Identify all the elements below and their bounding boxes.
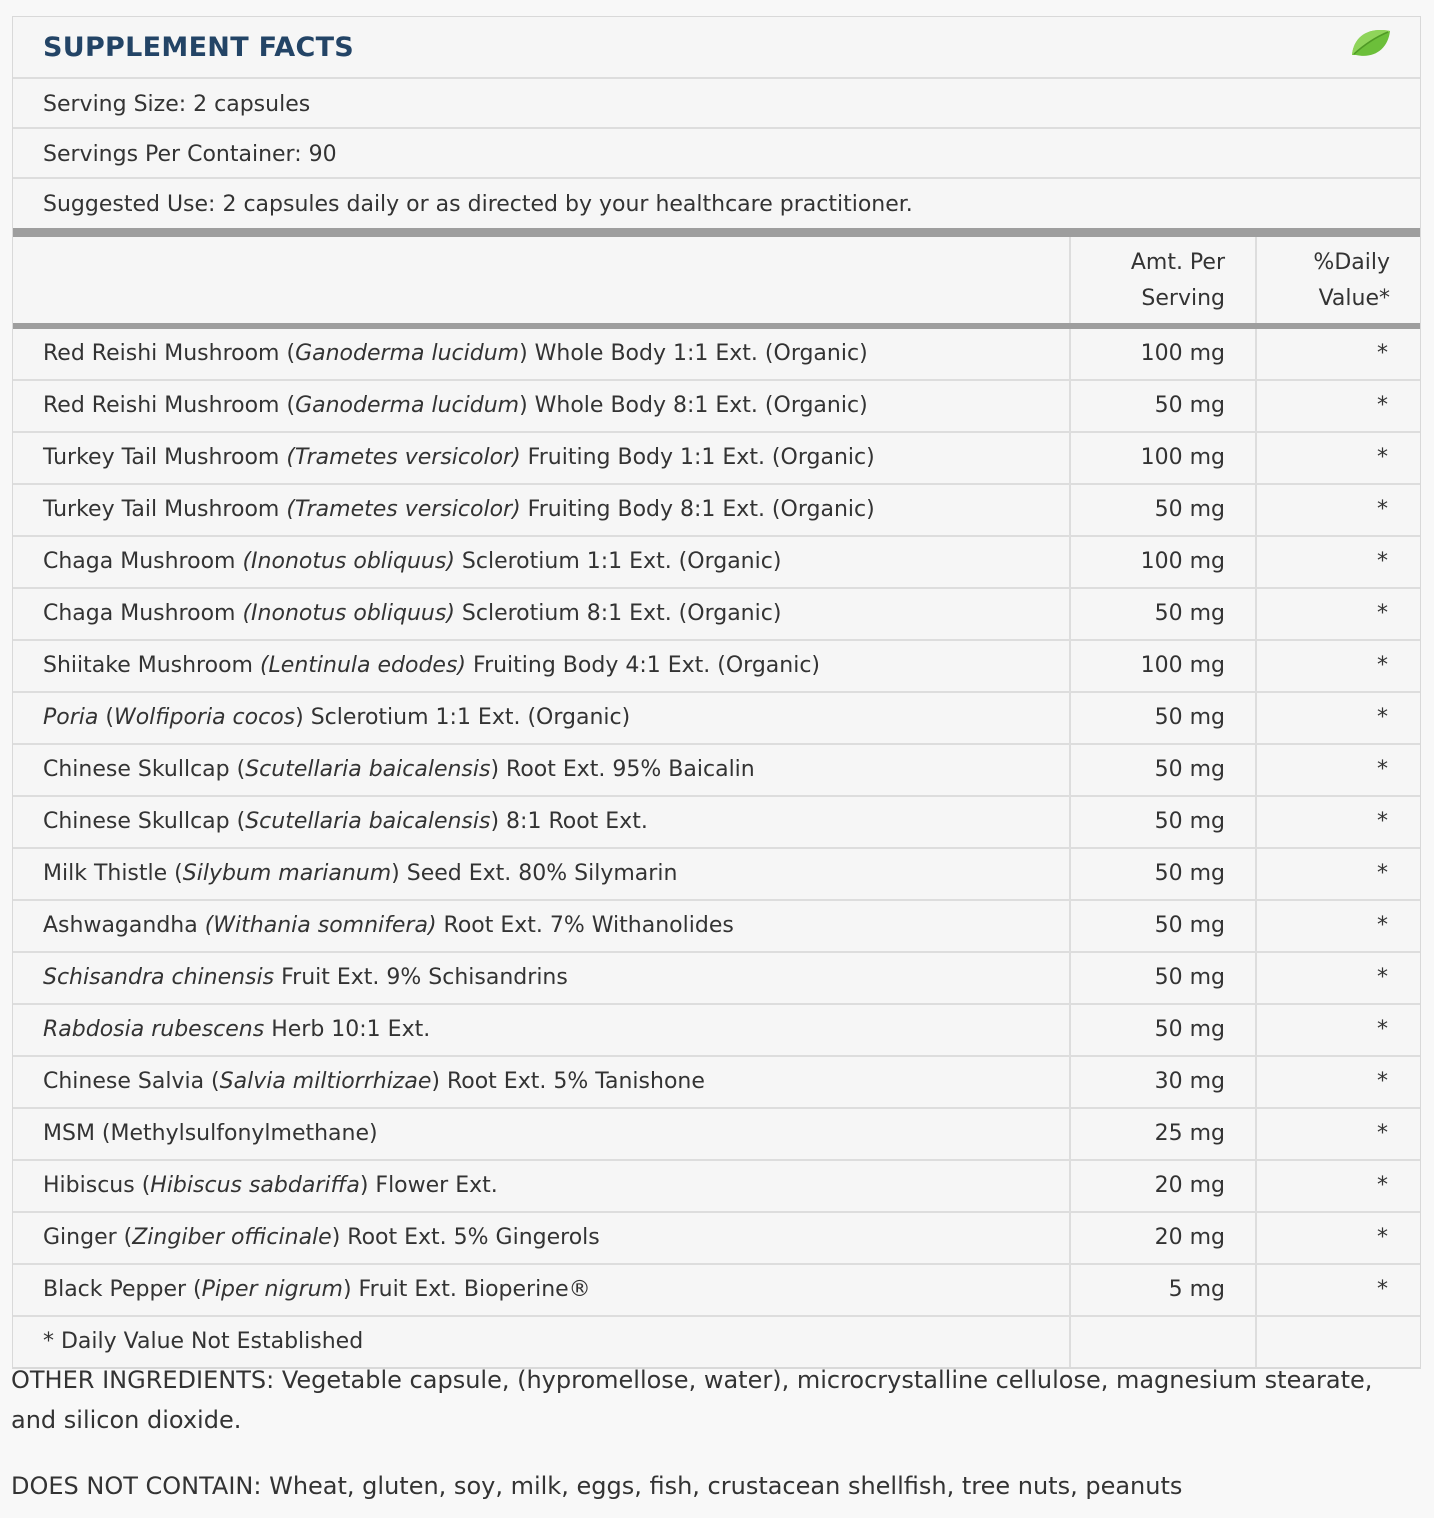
ingredient-amount: 50 mg xyxy=(1070,484,1256,536)
ingredient-text: Turkey Tail Mushroom xyxy=(43,497,287,522)
ingredient-name xyxy=(13,484,1070,536)
ingredient-text: ) Root Ext. 95% Baicalin xyxy=(490,757,755,782)
ingredient-text: Black Pepper ( xyxy=(43,1277,202,1302)
ingredient-name xyxy=(13,640,1070,692)
ingredient-latin-name: Zingiber officinale xyxy=(132,1225,332,1250)
ingredient-daily-value: * xyxy=(1256,952,1420,1004)
ingredient-name xyxy=(13,952,1070,1004)
ingredient-daily-value: * xyxy=(1256,1160,1420,1212)
header-amount xyxy=(1070,237,1256,326)
ingredient-text: Ginger ( xyxy=(43,1225,133,1250)
ingredient-latin-name: (Inonotus obliquus) xyxy=(242,601,455,626)
ingredient-daily-value: * xyxy=(1256,1004,1420,1056)
ingredient-name xyxy=(13,432,1070,484)
header-ingredient xyxy=(13,237,1070,326)
ingredient-text: ) Seed Ext. 80% Silymarin xyxy=(391,861,678,886)
ingredient-latin-name: Rabdosia rubescens xyxy=(43,1017,265,1042)
table-row xyxy=(13,536,1420,588)
ingredient-name xyxy=(13,692,1070,744)
ingredient-text: Chinese Skullcap ( xyxy=(43,757,246,782)
leaf-icon xyxy=(1348,25,1392,61)
ingredients-body xyxy=(13,326,1420,1367)
table-row xyxy=(13,640,1420,692)
ingredient-latin-name: Silybum marianum xyxy=(182,861,392,886)
ingredient-latin-name: Piper nigrum xyxy=(201,1277,343,1302)
ingredient-latin-name: (Inonotus obliquus) xyxy=(242,549,455,574)
ingredient-text: ) Whole Body 8:1 Ext. (Organic) xyxy=(519,393,868,418)
ingredient-text: Chinese Skullcap ( xyxy=(43,809,246,834)
ingredient-daily-value: * xyxy=(1256,640,1420,692)
ingredient-amount: 20 mg xyxy=(1070,1160,1256,1212)
ingredient-latin-name: Scutellaria baicalensis xyxy=(245,757,491,782)
ingredient-latin-name: Salvia miltiorrhizae xyxy=(219,1069,432,1094)
ingredient-daily-value: * xyxy=(1256,900,1420,952)
ingredient-text: ) 8:1 Root Ext. xyxy=(490,809,648,834)
ingredient-text: ) Whole Body 1:1 Ext. (Organic) xyxy=(519,341,868,366)
other-ingredients: OTHER INGREDIENTS: Vegetable capsule, (hypromellose, water), microcrystalline cellulose, magnesium stearate, and silicon dioxide. xyxy=(11,1366,1373,1434)
ingredient-latin-name: Hibiscus sabdariffa xyxy=(150,1173,360,1198)
ingredient-text: Red Reishi Mushroom ( xyxy=(43,341,296,366)
ingredient-latin-name: (Withania somnifera) xyxy=(204,913,437,938)
table-row xyxy=(13,1160,1420,1212)
title-row xyxy=(13,17,1420,79)
ingredient-amount: 50 mg xyxy=(1070,588,1256,640)
table-row xyxy=(13,484,1420,536)
ingredient-amount: 50 mg xyxy=(1070,900,1256,952)
ingredient-latin-name: Schisandra chinensis xyxy=(43,965,275,990)
ingredient-name xyxy=(13,1004,1070,1056)
table-row xyxy=(13,432,1420,484)
ingredient-text: MSM (Methylsulfonylmethane) xyxy=(43,1121,378,1146)
ingredient-amount: 50 mg xyxy=(1070,952,1256,1004)
table-row xyxy=(13,796,1420,848)
ingredient-text: ) Root Ext. 5% Gingerols xyxy=(331,1225,600,1250)
ingredient-name xyxy=(13,1212,1070,1264)
ingredient-latin-name: (Trametes versicolor) xyxy=(286,445,521,470)
ingredient-latin-name: Wolfiporia cocos xyxy=(113,705,296,730)
ingredient-text: ( xyxy=(98,705,114,730)
ingredient-daily-value: * xyxy=(1256,1212,1420,1264)
header-amount-line1: Amt. Per xyxy=(1130,250,1225,275)
table-row xyxy=(13,1056,1420,1108)
ingredient-amount: 50 mg xyxy=(1070,744,1256,796)
ingredient-text: Red Reishi Mushroom ( xyxy=(43,393,296,418)
supplement-facts-panel xyxy=(12,16,1421,1369)
servings-per-container: Servings Per Container: 90 xyxy=(13,129,1420,179)
table-row xyxy=(13,848,1420,900)
table-row xyxy=(13,692,1420,744)
ingredient-amount: 50 mg xyxy=(1070,380,1256,432)
ingredient-amount: 30 mg xyxy=(1070,1056,1256,1108)
ingredient-name xyxy=(13,900,1070,952)
ingredient-name xyxy=(13,380,1070,432)
ingredient-name xyxy=(13,796,1070,848)
table-row xyxy=(13,380,1420,432)
serving-size: Serving Size: 2 capsules xyxy=(13,79,1420,129)
table-row xyxy=(13,326,1420,380)
header-dv-line1: %Daily xyxy=(1313,250,1390,275)
ingredient-name xyxy=(13,1264,1070,1316)
ingredient-name xyxy=(13,588,1070,640)
ingredient-latin-name: Ganoderma lucidum xyxy=(295,393,520,418)
ingredient-latin-name: (Trametes versicolor) xyxy=(286,497,521,522)
ingredient-text: Hibiscus ( xyxy=(43,1173,151,1198)
ingredient-name xyxy=(13,744,1070,796)
ingredient-amount: 50 mg xyxy=(1070,848,1256,900)
ingredient-text: ) Root Ext. 5% Tanishone xyxy=(431,1069,705,1094)
ingredient-text: ) Flower Ext. xyxy=(359,1173,498,1198)
ingredient-name xyxy=(13,1056,1070,1108)
ingredient-text: ) Fruit Ext. Bioperine® xyxy=(342,1277,591,1302)
ingredient-text: Fruiting Body 4:1 Ext. (Organic) xyxy=(466,653,821,678)
ingredient-latin-name: Ganoderma lucidum xyxy=(295,341,520,366)
suggested-use: Suggested Use: 2 capsules daily or as directed by your healthcare practitioner. xyxy=(13,179,1420,237)
header-daily-value xyxy=(1256,237,1420,326)
ingredient-text: Herb 10:1 Ext. xyxy=(264,1017,431,1042)
ingredient-name xyxy=(13,848,1070,900)
ingredient-text: Fruiting Body 8:1 Ext. (Organic) xyxy=(520,497,875,522)
ingredient-daily-value: * xyxy=(1256,1264,1420,1316)
ingredient-text: Root Ext. 7% Withanolides xyxy=(436,913,734,938)
table-header-row xyxy=(13,237,1420,326)
ingredient-text: Turkey Tail Mushroom xyxy=(43,445,287,470)
ingredient-text: Shiitake Mushroom xyxy=(43,653,260,678)
ingredient-daily-value: * xyxy=(1256,326,1420,380)
ingredient-daily-value: * xyxy=(1256,588,1420,640)
ingredient-text: Ashwagandha xyxy=(43,913,205,938)
ingredient-text: Sclerotium 1:1 Ext. (Organic) xyxy=(454,549,782,574)
ingredient-amount: 50 mg xyxy=(1070,1004,1256,1056)
ingredient-amount: 50 mg xyxy=(1070,692,1256,744)
ingredient-daily-value: * xyxy=(1256,692,1420,744)
table-row xyxy=(13,588,1420,640)
ingredient-daily-value: * xyxy=(1256,380,1420,432)
ingredient-text: Fruiting Body 1:1 Ext. (Organic) xyxy=(520,445,875,470)
does-not-contain: DOES NOT CONTAIN: Wheat, gluten, soy, milk, eggs, fish, crustacean shellfish, tree nuts, peanuts xyxy=(11,1472,1183,1500)
table-row xyxy=(13,1212,1420,1264)
ingredient-name xyxy=(13,536,1070,588)
ingredient-daily-value: * xyxy=(1256,484,1420,536)
ingredient-name xyxy=(13,1108,1070,1160)
ingredient-text: Chaga Mushroom xyxy=(43,549,243,574)
table-row xyxy=(13,900,1420,952)
table-row xyxy=(13,1264,1420,1316)
table-row xyxy=(13,1108,1420,1160)
table-row xyxy=(13,1004,1420,1056)
ingredient-text: Fruit Ext. 9% Schisandrins xyxy=(274,965,568,990)
table-row xyxy=(13,744,1420,796)
panel-title: SUPPLEMENT FACTS xyxy=(43,32,355,63)
ingredient-amount: 20 mg xyxy=(1070,1212,1256,1264)
ingredient-name xyxy=(13,1160,1070,1212)
ingredient-daily-value: * xyxy=(1256,796,1420,848)
ingredient-amount: 100 mg xyxy=(1070,640,1256,692)
table-row xyxy=(13,952,1420,1004)
ingredient-daily-value: * xyxy=(1256,432,1420,484)
ingredient-daily-value: * xyxy=(1256,1056,1420,1108)
header-amount-line2: Serving xyxy=(1141,286,1225,311)
ingredient-amount: 50 mg xyxy=(1070,796,1256,848)
ingredient-text: Milk Thistle ( xyxy=(43,861,183,886)
ingredient-latin-name: Poria xyxy=(43,705,99,730)
ingredient-text: Chaga Mushroom xyxy=(43,601,243,626)
ingredient-text: Chinese Salvia ( xyxy=(43,1069,220,1094)
ingredient-amount: 100 mg xyxy=(1070,536,1256,588)
ingredient-amount: 5 mg xyxy=(1070,1264,1256,1316)
ingredient-daily-value: * xyxy=(1256,848,1420,900)
footnote: * Daily Value Not Established xyxy=(43,1329,364,1354)
ingredient-name xyxy=(13,326,1070,380)
ingredient-latin-name: (Lentinula edodes) xyxy=(259,653,467,678)
ingredients-table xyxy=(13,237,1420,1367)
ingredient-latin-name: Scutellaria baicalensis xyxy=(245,809,491,834)
ingredient-daily-value: * xyxy=(1256,536,1420,588)
ingredient-amount: 100 mg xyxy=(1070,432,1256,484)
ingredient-text: Sclerotium 8:1 Ext. (Organic) xyxy=(454,601,782,626)
ingredient-daily-value: * xyxy=(1256,1108,1420,1160)
ingredient-amount: 25 mg xyxy=(1070,1108,1256,1160)
ingredient-daily-value: * xyxy=(1256,744,1420,796)
header-dv-line2: Value* xyxy=(1318,286,1390,311)
ingredient-amount: 100 mg xyxy=(1070,326,1256,380)
ingredient-text: ) Sclerotium 1:1 Ext. (Organic) xyxy=(295,705,631,730)
